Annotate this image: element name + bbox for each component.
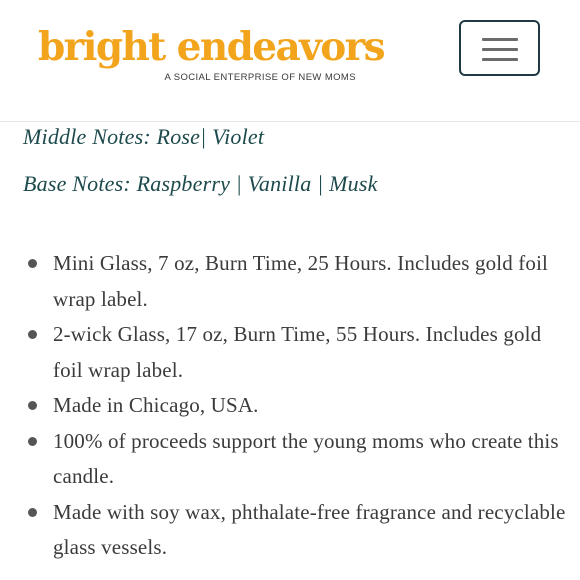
features-list — [0, 246, 580, 566]
logo-word-endeavors: endeavors — [176, 24, 384, 70]
logo-word-bright: bright — [38, 24, 165, 70]
bullet-icon — [28, 437, 37, 446]
bullet-icon — [28, 259, 37, 268]
list-item — [0, 495, 580, 566]
menu-button[interactable] — [459, 20, 540, 76]
feature-text: Made with soy wax, phthalate-free fragrance and recyclable glass vessels. — [53, 499, 566, 559]
base-notes: Base Notes: Raspberry | Vanilla | Musk — [23, 171, 378, 196]
logo-tagline: A SOCIAL ENTERPRISE OF NEW MOMS — [164, 72, 356, 83]
list-item — [0, 317, 580, 388]
feature-text: 100% of proceeds support the young moms who create this candle. — [53, 428, 559, 488]
hamburger-icon — [482, 38, 518, 60]
logo-wordmark — [38, 24, 384, 70]
feature-text: Made in Chicago, USA. — [53, 393, 259, 417]
list-item — [0, 388, 580, 424]
feature-text: 2-wick Glass, 17 oz, Burn Time, 55 Hours. Includes gold foil wrap label. — [53, 322, 542, 382]
feature-text: Mini Glass, 7 oz, Burn Time, 25 Hours. Includes gold foil wrap label. — [53, 251, 549, 311]
brand-logo[interactable] — [38, 24, 384, 94]
site-header — [0, 0, 580, 122]
middle-notes: Middle Notes: Rose| Violet — [23, 124, 265, 149]
bullet-icon — [28, 508, 37, 517]
list-item — [0, 424, 580, 495]
bullet-icon — [28, 401, 37, 410]
bullet-icon — [28, 330, 37, 339]
list-item — [0, 246, 580, 317]
